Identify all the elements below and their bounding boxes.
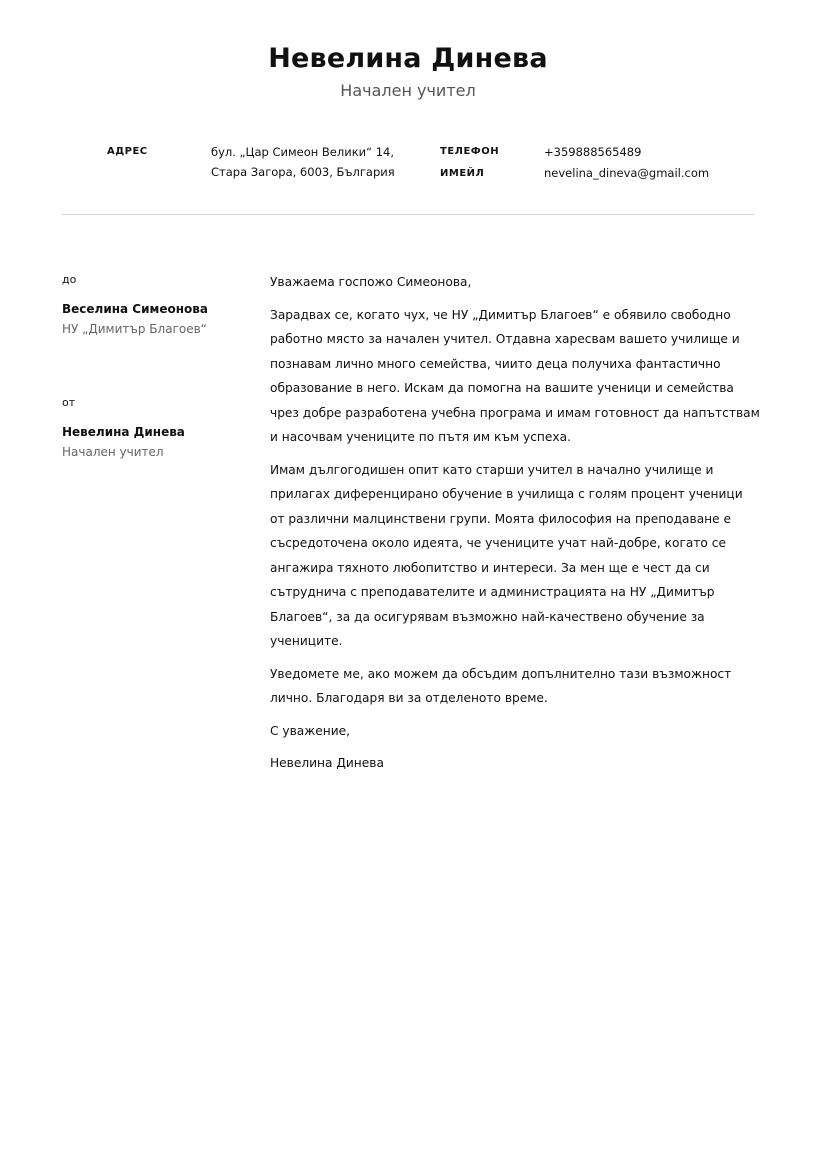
letter-paragraph: Зарадвах се, когато чух, че НУ „Димитър Благоев“ е обявило свободно работно място за начален учител. Отдавна харесвам вашето училище и познавам лично много семейства, чиито деца получиха фантастично образование в него. Искам да помогна на вашите ученици и семейства чрез добре разработена учебна програма и имам готовност да напътствам и насочвам учениците по пътя им към успеха. [270,307,760,444]
letter-body [270,270,760,784]
recipient-label: до [62,273,77,286]
sender-label: от [62,396,76,409]
email-label: ИМЕЙЛ [440,168,485,179]
letter-paragraph: Имам дългогодишен опит като старши учител в начално училище и прилагах диференцирано обучение в училища с голям процент ученици от различни малцинствени групи. Моята философия на преподаване е съсредоточена около идеята, че учениците учат най-добре, когато се ангажира тяхното любопитство и интереси. За мен ще е чест да си сътруднича с преподавателите и администрацията на НУ „Димитър Благоев“, за да осигурявам възможно най-качествено обучение за учениците. [270,462,743,648]
author-title: Начален учител [340,81,476,100]
letter-header [0,40,816,102]
recipient-org: НУ „Димитър Благоев“ [62,322,207,336]
sender-title: Начален учител [62,445,164,459]
recipient-name: Веселина Симеонова [62,302,208,316]
address-label: АДРЕС [107,146,148,157]
sender-name: Невелина Динева [62,425,185,439]
letter-paragraph: Уведомете ме, ако можем да обсъдим допълнително тази възможност лично. Благодаря ви за отделеното време. [270,666,732,705]
header-divider [62,214,754,215]
phone-value: +359888565489 [544,145,642,159]
email-value: nevelina_dineva@gmail.com [544,166,710,180]
phone-label: ТЕЛЕФОН [440,146,500,157]
letter-greeting: Уважаема госпожо Симеонова, [270,275,472,289]
letter-closing: С уважение, [270,723,350,738]
recipient-block [62,273,242,336]
author-name: Невелина Динева [268,43,548,74]
letter-signature: Невелина Динева [270,756,384,770]
address-value: бул. „Цар Симеон Велики“ 14, Стара Загора, 6003, България [211,145,395,179]
sender-block [62,396,242,459]
